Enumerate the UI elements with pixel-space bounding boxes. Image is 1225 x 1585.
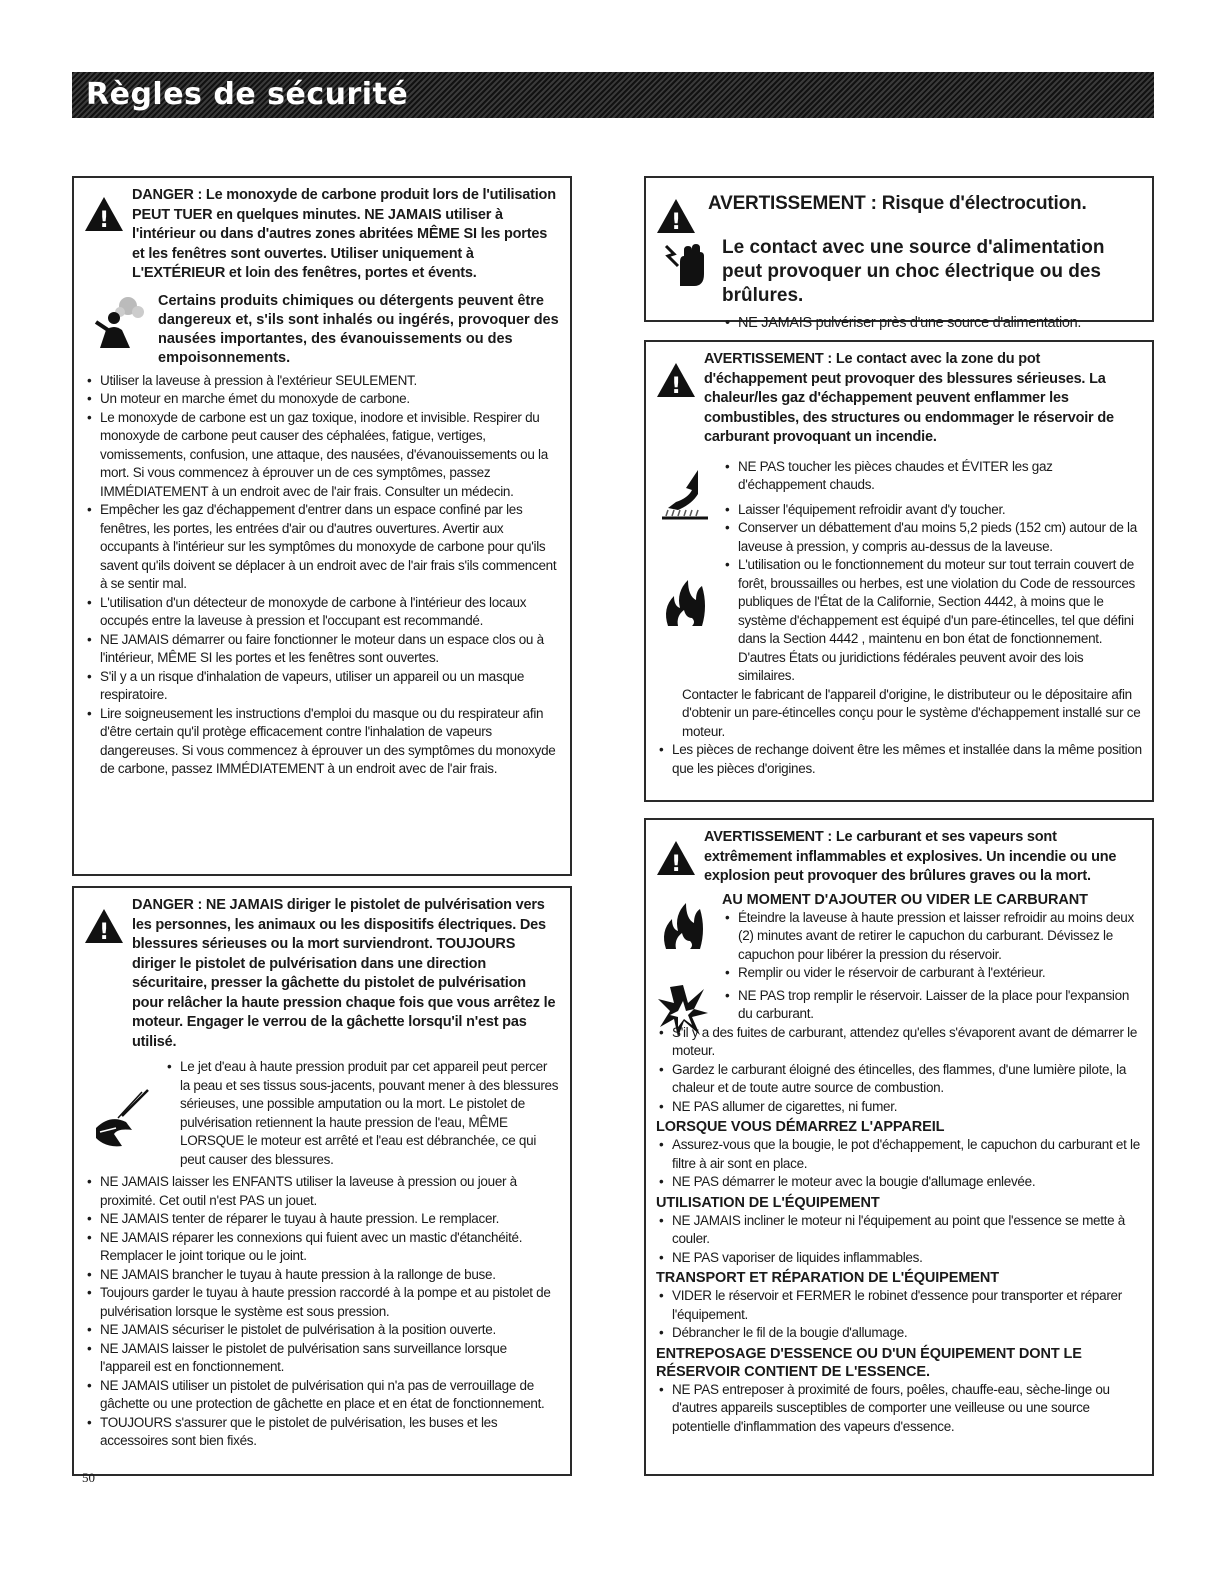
list-item: • Débrancher le fil de la bougie d'allumage.	[656, 1324, 1142, 1343]
fire-hazard-icon	[660, 901, 706, 951]
list-item: • NE JAMAIS brancher le tuyau à haute pression à la rallonge de buse.	[84, 1266, 560, 1285]
list-item: • L'utilisation ou le fonctionnement du moteur sur tout terrain couvert de forêt, broussailles ou herbes, est une violation du Code de ressources publiques de l'État de la Californie, Section 4442, à moins que le système d'échappement est équipé d'un pare-étincelles, tel que défini dans la Section 4442 , maintenu en bon état de fonctionnement. D'autres États ou juridictions fédérales peuvent avoir des lois similaires.	[722, 556, 1142, 686]
equipment-use-section-title: UTILISATION DE L'ÉQUIPEMENT	[656, 1194, 880, 1211]
svg-text:!: !	[99, 208, 109, 232]
warning-fuel-box	[644, 818, 1154, 1476]
list-item: • NE JAMAIS incliner le moteur ni l'équipement au point que l'essence se mette à couler.	[656, 1212, 1142, 1249]
storage-section-title: ENTREPOSAGE D'ESSENCE OU D'UN ÉQUIPEMENT DONT LE RÉSERVOIR CONTIENT DE L'ESSENCE.	[656, 1345, 1082, 1380]
list-item: • Toujours garder le tuyau à haute pression raccordé à la pompe et au pistolet de pulvérisation lorsque le système est sous pression.	[84, 1284, 560, 1321]
list-item: • Le jet d'eau à haute pression produit par cet appareil peut percer la peau et ses tissus sous-jacents, pouvant mener à des blessures sérieuses, une possible amputation ou la mort. Le pistolet de pulvérisation retiennent la haute pression de l'eau, MÊME LORSQUE le moteur est arrêté et l'eau est débranchée, ce qui peut causer des blessures.	[164, 1058, 560, 1169]
list-item: • Remplir ou vider le réservoir de carburant à l'extérieur.	[722, 964, 1142, 983]
equipment-use-bullet-list	[656, 1212, 1142, 1268]
list-item: • Le monoxyde de carbone est un gaz toxique, inodore et invisible. Respirer du monoxyde de carbone peut causer des céphalées, fatigue, vertiges, vomissements, confusion, une attaque, des nausées, d'évanouissements ou la mort. Si vous commencez à éprouver un de ces symptômes, passez IMMÉDIATEMENT à un endroit avec de l'air frais. Consulter un médecin.	[84, 409, 560, 502]
warning-fuel-heading-block	[656, 828, 1142, 887]
danger-spray-bullet-list	[84, 1173, 560, 1451]
svg-text:!: !	[671, 374, 681, 398]
list-item: • Laisser l'équipement refroidir avant d'y toucher.	[722, 501, 1142, 520]
warning-electrocution-heading: AVERTISSEMENT : Risque d'électrocution.	[708, 193, 1087, 214]
svg-text:!: !	[99, 920, 109, 944]
exhaust-bullet-list	[722, 458, 1142, 686]
warning-triangle-icon	[656, 840, 696, 876]
danger-co-heading-block	[84, 186, 560, 284]
danger-co-heading: DANGER : Le monoxyde de carbone produit lors de l'utilisation PEUT TUER en quelques minutes. NE JAMAIS utiliser à l'intérieur ou dans d'autres zones abritées MÊME SI les portes et les fenêtres sont ouvertes. Utiliser uniquement à L'EXTÉRIEUR et loin des fenêtres, portes et évents.	[132, 187, 556, 281]
electrocution-subheading: Le contact avec une source d'alimentation peut provoquer un choc électrique ou des brûlures.	[722, 237, 1105, 306]
exhaust-bullets-row	[656, 458, 1142, 686]
svg-text:!: !	[671, 852, 681, 876]
danger-co-bullet-list	[84, 372, 560, 779]
list-item: • Éteindre la laveuse à haute pression et laisser refroidir au moins deux (2) minutes avant de retirer le capuchon du carburant. Dévissez le capuchon pour libérer la pression du réservoir.	[722, 909, 1142, 965]
warning-triangle-icon	[656, 362, 696, 398]
transport-bullet-list	[656, 1287, 1142, 1343]
electrocution-bullet-list	[722, 314, 1142, 333]
toxic-inhalation-icon	[92, 294, 152, 350]
list-item: • S'il y a un risque d'inhalation de vapeurs, utiliser un appareil ou un masque respiratoire.	[84, 668, 560, 705]
list-item: • Utiliser la laveuse à pression à l'extérieur SEULEMENT.	[84, 372, 560, 391]
list-item: • Lire soigneusement les instructions d'emploi du masque ou du respirateur afin d'être certain qu'il protège efficacement contre l'inhalation de vapeurs dangereuses. Si vous commencez à éprouver un des symptômes du monoxyde de carbone, passez IMMÉDIATEMENT à un endroit avec de l'air frais.	[84, 705, 560, 779]
danger-spray-gun-box	[72, 886, 572, 1476]
warning-triangle-icon	[84, 908, 124, 944]
fuel-icon-bullet-list	[722, 909, 1142, 1024]
chemical-warning-block	[84, 292, 560, 368]
jet-injection-list	[164, 1058, 560, 1169]
list-item: • NE PAS allumer de cigarettes, ni fumer.	[656, 1098, 1142, 1117]
warning-exhaust-heading-block	[656, 350, 1142, 448]
spark-arrester-contact-text: Contacter le fabricant de l'appareil d'origine, le distributeur ou le dépositaire afin d'obtenir un pare-étincelles conçu pour le système d'échappement installé sur ce moteur.	[682, 686, 1141, 739]
list-item: • NE JAMAIS sécuriser le pistolet de pulvérisation à la position ouverte.	[84, 1321, 560, 1340]
list-item: • Conserver un débattement d'au moins 5,2 pieds (152 cm) autour de la laveuse à pression, y compris au-dessus de la laveuse.	[722, 519, 1142, 556]
list-item: • Assurez-vous que la bougie, le pot d'échappement, le capuchon du carburant et le filtre à air sont en place.	[656, 1136, 1142, 1173]
list-item: • Empêcher les gaz d'échappement d'entrer dans un espace confiné par les fenêtres, les portes, les entrées d'air ou d'autres ouvertures. Avertir aux occupants à l'intérieur sur les symptômes du monoxyde de carbone pour qu'ils savent qu'ils doivent se déplacer à un endroit avec de l'air frais s'ils commencent à se sentir mal.	[84, 501, 560, 594]
starting-section-title: LORSQUE VOUS DÉMARREZ L'APPAREIL	[656, 1119, 945, 1135]
list-item: • NE PAS trop remplir le réservoir. Laisser de la place pour l'expansion du carburant.	[722, 987, 1142, 1024]
warning-electrocution-box	[644, 176, 1154, 331]
page-number: 50	[82, 1470, 95, 1485]
page-header-banner	[72, 72, 1154, 118]
danger-carbon-monoxide-box	[72, 176, 572, 876]
jet-injection-warning-row	[84, 1058, 560, 1169]
warning-exhaust-box	[644, 340, 1154, 802]
list-item: • NE JAMAIS tenter de réparer le tuyau à haute pression. Le remplacer.	[84, 1210, 560, 1229]
chemical-warning-text: Certains produits chimiques ou détergents peuvent être dangereux et, s'ils sont inhalés ou ingérés, provoquer des nausées importantes, des évanouissements ou des empoisonnements.	[158, 292, 559, 366]
list-item: • Gardez le carburant éloigné des étincelles, des flammes, d'une lumière pilote, la chaleur et de toute autre source de combustion.	[656, 1061, 1142, 1098]
electric-shock-hand-icon	[664, 240, 708, 288]
list-item: • NE JAMAIS laisser le pistolet de pulvérisation sans surveillance lorsque l'appareil est en fonctionnement.	[84, 1340, 560, 1377]
page-title: Règles de sécurité	[86, 77, 409, 112]
list-item: • NE PAS entreposer à proximité de fours, poêles, chauffe-eau, sèche-linge ou d'autres appareils susceptibles de comporter une veilleuse ou une source potentielle d'inflammation des vapeurs d'essence.	[656, 1381, 1142, 1437]
list-item: • TOUJOURS s'assurer que le pistolet de pulvérisation, les buses et les accessoires sont bien fixés.	[84, 1414, 560, 1451]
hot-surface-icon	[658, 468, 712, 526]
warning-fuel-heading: AVERTISSEMENT : Le carburant et ses vapeurs sont extrêmement inflammables et explosives. Un incendie ou une explosion peut provoquer des brûlures graves ou la mort.	[704, 829, 1117, 884]
warning-electrocution-heading-block	[656, 186, 1142, 234]
list-item: • NE JAMAIS utiliser un pistolet de pulvérisation qui n'a pas de verrouillage de gâchette ou une protection de gâchette en place et en état de fonctionnement.	[84, 1377, 560, 1414]
exhaust-final-list	[656, 741, 1142, 778]
list-item: • Les pièces de rechange doivent être les mêmes et installée dans la même position que les pièces d'origines.	[656, 741, 1142, 778]
skin-injection-hand-icon	[92, 1088, 152, 1150]
warning-exhaust-heading: AVERTISSEMENT : Le contact avec la zone du pot d'échappement peut provoquer des blessures sérieuses. La chaleur/les gaz d'échappement peuvent enflammer les combustibles, des structures ou endommager le réservoir de carburant provoquant un incendie.	[704, 351, 1114, 445]
svg-text:!: !	[671, 210, 681, 234]
warning-triangle-icon	[656, 198, 696, 234]
list-item: • NE PAS toucher les pièces chaudes et ÉVITER les gaz d'échappement chauds.	[722, 458, 1142, 495]
warning-triangle-icon	[84, 196, 124, 232]
list-item: • NE PAS vaporiser de liquides inflammables.	[656, 1249, 1142, 1268]
list-item: • S'il y a des fuites de carburant, attendez qu'elles s'évaporent avant de démarrer le moteur.	[656, 1024, 1142, 1061]
fuel-handling-row	[656, 891, 1142, 1024]
list-item: • Un moteur en marche émet du monoxyde de carbone.	[84, 390, 560, 409]
list-item: • NE JAMAIS pulvériser près d'une source d'alimentation.	[722, 314, 1142, 333]
list-item: • VIDER le réservoir et FERMER le robinet d'essence pour transporter et réparer l'équipement.	[656, 1287, 1142, 1324]
danger-spray-heading: DANGER : NE JAMAIS diriger le pistolet de pulvérisation vers les personnes, les animaux ou les dispositifs électriques. Des blessures sérieuses ou la mort surviendront. TOUJOURS diriger le pistolet de pulvérisation dans une direction sécuritaire, presser la gâchette du pistolet de pulvérisation pour relâcher la haute pression chaque fois que vous arrêtez le moteur. Engager le verrou de la gâchette lorsqu'il n'est pas utilisé.	[132, 897, 556, 1050]
list-item: • NE JAMAIS démarrer ou faire fonctionner le moteur dans un espace clos ou à l'intérieur, MÊME SI les portes et les fenêtres sont ouvertes.	[84, 631, 560, 668]
starting-bullet-list	[656, 1136, 1142, 1192]
fuel-section-title: AU MOMENT D'AJOUTER OU VIDER LE CARBURANT	[722, 891, 1088, 908]
list-item: • NE JAMAIS réparer les connexions qui fuient avec un mastic d'étanchéité. Remplacer le joint torique ou le joint.	[84, 1229, 560, 1266]
list-item: • L'utilisation d'un détecteur de monoxyde de carbone à l'intérieur des locaux occupés entre la laveuse à pression et l'occupant est recommandé.	[84, 594, 560, 631]
fire-hazard-icon	[662, 578, 708, 628]
danger-spray-heading-block	[84, 896, 560, 1052]
transport-section-title: TRANSPORT ET RÉPARATION DE L'ÉQUIPEMENT	[656, 1270, 999, 1286]
storage-bullet-list	[656, 1381, 1142, 1437]
list-item: • NE JAMAIS laisser les ENFANTS utiliser la laveuse à pression ou jouer à proximité. Cet outil n'est PAS un jouet.	[84, 1173, 560, 1210]
electrocution-detail-row	[656, 236, 1142, 333]
fuel-bullet-list	[656, 1024, 1142, 1117]
list-item: • NE PAS démarrer le moteur avec la bougie d'allumage enlevée.	[656, 1173, 1142, 1192]
